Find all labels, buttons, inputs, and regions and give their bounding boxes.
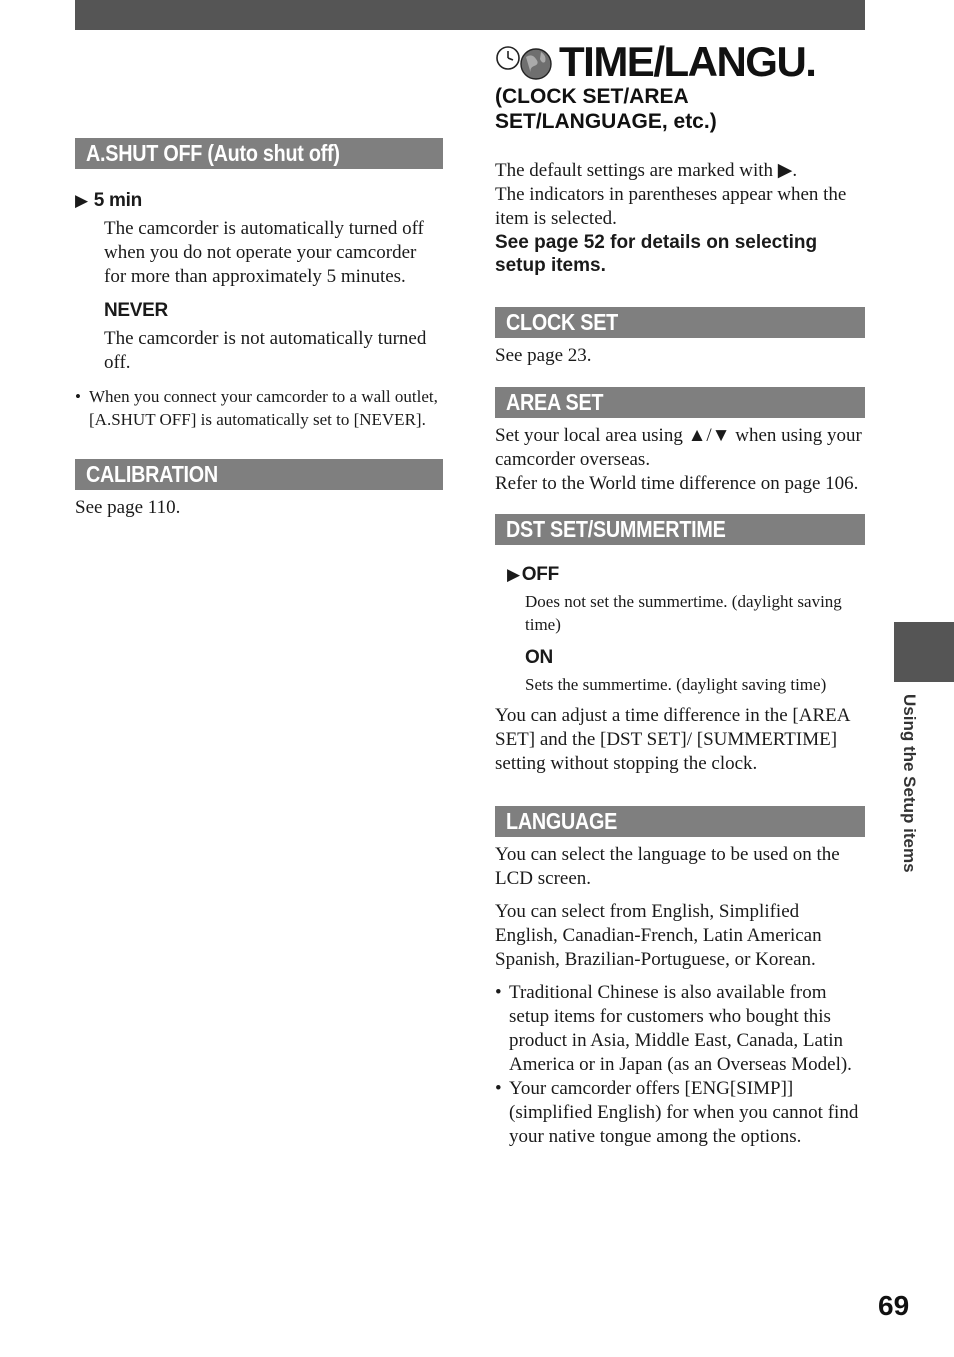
section-header-dst: DST SET/SUMMERTIME	[495, 514, 865, 545]
option-on	[525, 646, 865, 696]
bullet-icon: •	[75, 387, 81, 406]
intro-line2: The indicators in parentheses appear when the item is selected.	[495, 184, 847, 229]
option-off	[507, 563, 865, 636]
option-5min	[75, 189, 443, 289]
language-bullet-2	[495, 1077, 865, 1149]
bullet-icon: •	[495, 1078, 502, 1099]
calibration-text: See page 110.	[75, 497, 181, 518]
section-header-calibration: CALIBRATION	[75, 459, 443, 490]
right-column	[495, 40, 865, 1149]
bullet-icon: •	[495, 982, 502, 1003]
top-header-bar	[75, 0, 865, 30]
option-label: 5 min	[93, 190, 142, 211]
intro-bold: See page 52 for details on selecting setup items.	[495, 232, 818, 276]
clock-icon	[497, 47, 519, 69]
option-description: Does not set the summertime. (daylight saving time)	[525, 592, 842, 634]
language-text2: You can select from English, Simplified English, Canadian-French, Latin American Spanish, Brazilian-Portuguese, or Korean.	[495, 901, 822, 970]
note-text: When you connect your camcorder to a wall outlet, [A.SHUT OFF] is automatically set to [NEVER].	[89, 387, 438, 429]
language-bullet-1	[495, 981, 865, 1077]
side-tab	[894, 622, 954, 682]
section-header-areaset: AREA SET	[495, 387, 865, 418]
option-never	[104, 299, 443, 375]
areaset-text2: Refer to the World time difference on page 106.	[495, 473, 859, 494]
note-bullet	[75, 385, 443, 431]
default-marker-icon: ▶	[75, 191, 88, 210]
section-header-clockset: CLOCK SET	[495, 307, 865, 338]
clockset-text: See page 23.	[495, 345, 592, 366]
option-description: The camcorder is not automatically turned off.	[104, 328, 427, 373]
clock-globe-icon	[495, 43, 553, 81]
option-description: The camcorder is automatically turned off when you do not operate your camcorder for more than approximately 5 minutes.	[104, 218, 424, 287]
page-title	[495, 40, 865, 84]
intro-line1: The default settings are marked with ▶.	[495, 160, 798, 181]
dst-text: You can adjust a time difference in the [AREA SET] and the [DST SET]/ [SUMMERTIME] setting without stopping the clock.	[495, 705, 850, 774]
left-column	[75, 138, 443, 520]
globe-icon	[521, 49, 551, 79]
section-header-language: LANGUAGE	[495, 806, 865, 837]
section-header-ashutoff: A.SHUT OFF (Auto shut off)	[75, 138, 443, 169]
areaset-text1: Set your local area using ▲/▼ when using your camcorder overseas.	[495, 425, 862, 470]
option-label: OFF	[521, 564, 559, 585]
option-label: NEVER	[104, 300, 168, 321]
bullet-text: Traditional Chinese is also available from setup items for customers who bought this product in Asia, Middle East, Canada, Latin America or in Japan (as an Overseas Model).	[509, 982, 852, 1075]
side-label: Using the Setup items	[900, 694, 919, 873]
page-subtitle: (CLOCK SET/AREA SET/LANGUAGE, etc.)	[495, 85, 717, 133]
default-marker-icon: ▶	[507, 565, 520, 584]
option-description: Sets the summertime. (daylight saving time)	[525, 675, 827, 694]
option-label: ON	[525, 647, 553, 668]
page-number: 69	[878, 1290, 910, 1321]
title-text: TIME/LANGU.	[559, 38, 816, 85]
language-text1: You can select the language to be used on the LCD screen.	[495, 844, 840, 889]
bullet-text: Your camcorder offers [ENG[SIMP]] (simplified English) for when you cannot find your native tongue among the options.	[509, 1078, 859, 1147]
